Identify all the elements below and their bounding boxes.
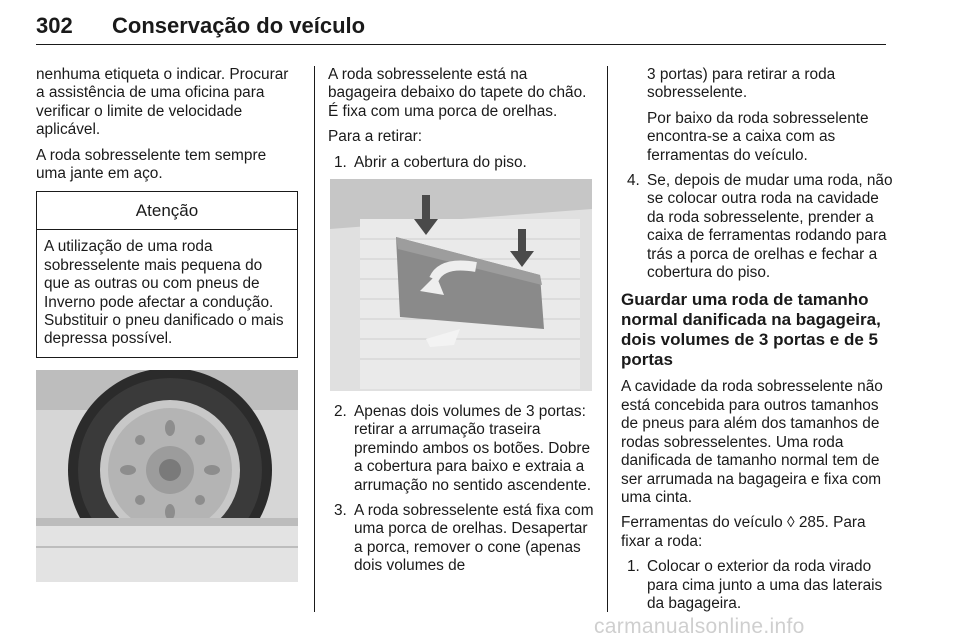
watermark: carmanualsonline.info bbox=[594, 615, 805, 638]
steps-list bbox=[328, 154, 596, 172]
step-continuation: 3 portas) para retirar a roda sobresselente. bbox=[647, 66, 836, 102]
paragraph: A cavidade da roda sobresselente não está concebida para outros tamanhos de pneus para além dos tamanhos de rodas sobresselentes. Uma roda danificada de tamanho normal tem de ser arrumada na bagageira e fixa com uma cinta. bbox=[621, 378, 883, 506]
steps-list bbox=[621, 172, 896, 282]
paragraph: A roda sobresselente tem sempre uma jante em aço. bbox=[36, 146, 267, 183]
column-left bbox=[36, 66, 298, 582]
paragraph: nenhuma etiqueta o indicar. Procurar a assistência de uma oficina para verificar o limite de velocidade aplicável. bbox=[36, 66, 289, 139]
steps-list bbox=[621, 558, 896, 613]
list-item: 1. Colocar o exterior da roda virado para cima junto a uma das laterais da bagageira. bbox=[627, 558, 883, 612]
list-item: 1. Abrir a cobertura do piso. bbox=[334, 153, 527, 171]
column-divider bbox=[607, 66, 608, 612]
list-item: 4. Se, depois de mudar uma roda, não se colocar outra roda na cavidade da roda sobresselente, prender a caixa de ferramentas rodando para trás a porca de orelhas e fechar a cobertura do piso. bbox=[627, 172, 893, 282]
floor-cover-illustration bbox=[330, 179, 592, 391]
paragraph: A roda sobresselente está na bagageira debaixo do tapete do chão. É fixa com uma porca de orelhas. bbox=[328, 66, 587, 120]
spare-wheel-illustration bbox=[36, 370, 298, 582]
page-number: 302 bbox=[36, 13, 73, 38]
paragraph: Ferramentas do veículo ◊ 285. Para fixar a roda: bbox=[621, 514, 866, 550]
warning-text: A utilização de uma roda sobresselente mais pequena do que as outras ou com pneus de Inverno pode afectar a condução. Substituir o pneu danificado o mais depressa possível. bbox=[44, 238, 284, 348]
list-item: 2. Apenas dois volumes de 3 portas: retirar a arrumação traseira premindo ambos os botões. Dobre a cobertura para baixo e extraia a arrumação no sentido ascendente. bbox=[334, 403, 591, 494]
page-title: Conservação do veículo bbox=[112, 13, 366, 38]
list-item: 3. A roda sobresselente está fixa com uma porca de orelhas. Desapertar a porca, remover o cone (apenas dois volumes de bbox=[334, 502, 594, 575]
page-header bbox=[36, 8, 886, 45]
column-middle bbox=[328, 66, 596, 583]
floor-cover-photo bbox=[330, 179, 592, 391]
column-divider bbox=[314, 66, 315, 612]
steps-list bbox=[328, 403, 596, 576]
warning-title: Atenção bbox=[37, 192, 297, 230]
column-right bbox=[621, 66, 896, 620]
warning-box bbox=[36, 191, 298, 357]
page-reference-icon: ◊ bbox=[786, 514, 795, 532]
spare-wheel-photo bbox=[36, 370, 298, 582]
page-reference[interactable]: 285. Para fixar a roda: bbox=[621, 514, 866, 550]
paragraph: Para a retirar: bbox=[328, 128, 423, 146]
section-heading: Guardar uma roda de tamanho normal danificada na bagageira, dois volumes de 3 portas e de 5 portas bbox=[621, 290, 881, 370]
step-note: Por baixo da roda sobresselente encontra-se a caixa com as ferramentas do veículo. bbox=[647, 109, 869, 164]
